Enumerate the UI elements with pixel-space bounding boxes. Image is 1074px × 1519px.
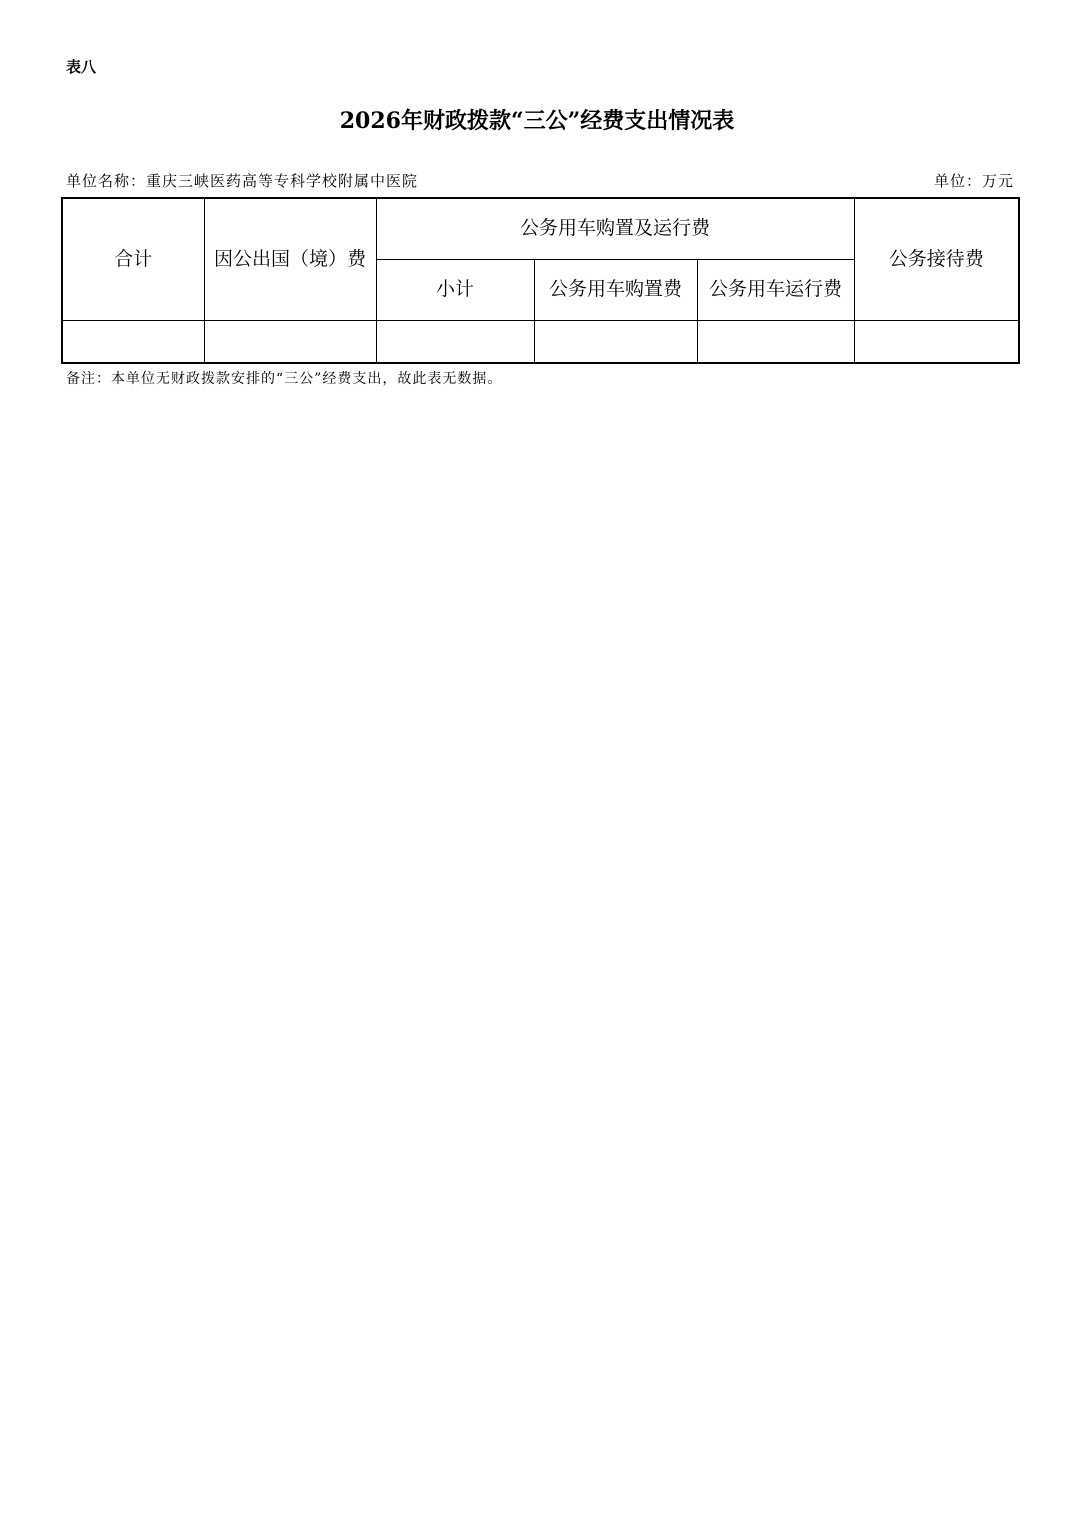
header-vehicle-operation: 公务用车运行费 [697, 259, 854, 320]
header-vehicle-group: 公务用车购置及运行费 [376, 198, 854, 259]
header-vehicle-subtotal: 小计 [376, 259, 534, 320]
cell-vehicle-subtotal [376, 320, 534, 363]
expenditure-table [61, 197, 1020, 364]
table-header-row [62, 198, 1019, 259]
table-row [62, 320, 1019, 363]
cell-vehicle-purchase [534, 320, 697, 363]
header-reception: 公务接待费 [854, 198, 1019, 320]
cell-total [62, 320, 204, 363]
cell-abroad [204, 320, 376, 363]
header-total: 合计 [62, 198, 204, 320]
cell-vehicle-operation [697, 320, 854, 363]
header-abroad: 因公出国（境）费 [204, 198, 376, 320]
page-title: 2026年财政拨款“三公”经费支出情况表 [339, 108, 735, 134]
header-vehicle-purchase: 公务用车购置费 [534, 259, 697, 320]
cell-reception [854, 320, 1019, 363]
table-number-label: 表八 [66, 58, 97, 76]
footnote: 备注：本单位无财政拨款安排的“三公”经费支出，故此表无数据。 [66, 371, 503, 387]
unit-name: 单位名称：重庆三峡医药高等专科学校附属中医院 [66, 172, 419, 190]
currency-unit: 单位：万元 [933, 172, 1014, 190]
